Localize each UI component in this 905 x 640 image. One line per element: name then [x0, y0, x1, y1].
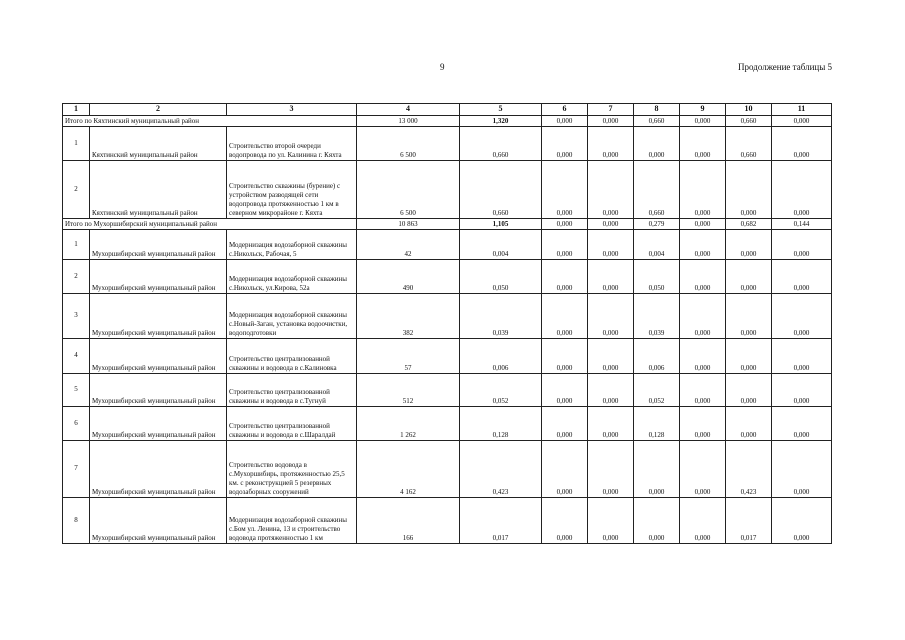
column-header-10: 10 — [726, 104, 772, 116]
item-row — [63, 407, 832, 441]
total-value: 0,144 — [772, 219, 832, 230]
work-description-cell: Модернизация водозаборной скважины с.Никольск, Рабочая, 5 — [227, 230, 357, 260]
value-cell: 0,000 — [726, 407, 772, 441]
value-cell: 0,000 — [772, 294, 832, 339]
row-number: 7 — [63, 441, 90, 498]
total-value: 0,000 — [772, 116, 832, 127]
table-continuation-caption: Продолжение таблицы 5 — [738, 62, 832, 72]
item-row — [63, 498, 832, 544]
value-cell: 0,000 — [634, 441, 680, 498]
district-cell: Мухоршибирский муниципальный район — [90, 407, 227, 441]
total-value: 0,660 — [726, 116, 772, 127]
item-row — [63, 339, 832, 374]
column-header-7: 7 — [588, 104, 634, 116]
total-value: 0,000 — [588, 116, 634, 127]
value-cell: 0,000 — [542, 407, 588, 441]
total-value: 0,682 — [726, 219, 772, 230]
value-cell: 0,660 — [726, 127, 772, 161]
total-row — [63, 116, 832, 127]
row-number: 8 — [63, 498, 90, 544]
value-cell: 0,006 — [634, 339, 680, 374]
value-cell: 0,000 — [542, 230, 588, 260]
work-description-cell: Строительство скважины (бурение) с устройством разводящей сети водопровода протяженностью 1 км в северном микрорайоне г. Кяхта — [227, 161, 357, 219]
value-cell: 0,000 — [588, 161, 634, 219]
value-cell: 0,000 — [588, 260, 634, 294]
item-row — [63, 260, 832, 294]
column-header-5: 5 — [460, 104, 542, 116]
row-number: 1 — [63, 127, 90, 161]
value-cell: 0,000 — [772, 441, 832, 498]
value-cell: 0,050 — [634, 260, 680, 294]
value-cell: 0,000 — [542, 127, 588, 161]
district-cell: Кяхтинский муниципальный район — [90, 161, 227, 219]
value-cell: 0,000 — [588, 498, 634, 544]
data-table — [62, 103, 832, 544]
value-cell: 0,000 — [726, 260, 772, 294]
value-cell: 0,000 — [772, 161, 832, 219]
value-cell: 0,000 — [588, 230, 634, 260]
value-cell: 0,000 — [726, 339, 772, 374]
district-cell: Мухоршибирский муниципальный район — [90, 230, 227, 260]
total-value: 0,000 — [542, 219, 588, 230]
work-description-cell: Строительство водовода в с.Мухоршибирь, протяженностью 25,5 км. с реконструкцией 5 резервных водозаборных сооружений — [227, 441, 357, 498]
item-row — [63, 374, 832, 407]
row-number: 2 — [63, 161, 90, 219]
value-cell: 0,052 — [634, 374, 680, 407]
value-cell: 0,000 — [634, 127, 680, 161]
total-value: 1,320 — [460, 116, 542, 127]
work-description-cell: Строительство второй очереди водопровода по ул. Калинина г. Кяхта — [227, 127, 357, 161]
value-cell: 57 — [357, 339, 460, 374]
value-cell: 382 — [357, 294, 460, 339]
value-cell: 6 500 — [357, 161, 460, 219]
value-cell: 0,000 — [772, 374, 832, 407]
value-cell: 0,000 — [680, 407, 726, 441]
total-row — [63, 219, 832, 230]
value-cell: 0,000 — [680, 374, 726, 407]
value-cell: 0,000 — [772, 339, 832, 374]
value-cell: 0,000 — [680, 260, 726, 294]
value-cell: 0,000 — [772, 127, 832, 161]
total-value: 13 000 — [357, 116, 460, 127]
value-cell: 0,000 — [542, 441, 588, 498]
value-cell: 6 500 — [357, 127, 460, 161]
total-label: Итого по Мухоршибирский муниципальный район — [63, 219, 357, 230]
item-row — [63, 127, 832, 161]
value-cell: 0,000 — [726, 294, 772, 339]
value-cell: 0,660 — [460, 161, 542, 219]
total-value: 0,000 — [680, 219, 726, 230]
value-cell: 0,000 — [680, 339, 726, 374]
value-cell: 0,000 — [772, 230, 832, 260]
work-description-cell: Строительство централизованной скважины и водовода в с.Калиновка — [227, 339, 357, 374]
column-header-11: 11 — [772, 104, 832, 116]
value-cell: 0,000 — [542, 498, 588, 544]
value-cell: 0,039 — [460, 294, 542, 339]
value-cell: 0,004 — [634, 230, 680, 260]
value-cell: 1 262 — [357, 407, 460, 441]
header-row — [63, 104, 832, 116]
value-cell: 0,006 — [460, 339, 542, 374]
value-cell: 0,000 — [634, 498, 680, 544]
district-cell: Мухоршибирский муниципальный район — [90, 374, 227, 407]
value-cell: 0,000 — [588, 127, 634, 161]
value-cell: 0,000 — [726, 161, 772, 219]
value-cell: 0,000 — [726, 374, 772, 407]
value-cell: 0,128 — [460, 407, 542, 441]
column-header-2: 2 — [90, 104, 227, 116]
row-number: 5 — [63, 374, 90, 407]
value-cell: 0,000 — [588, 374, 634, 407]
value-cell: 0,000 — [680, 441, 726, 498]
value-cell: 0,000 — [542, 339, 588, 374]
value-cell: 0,000 — [680, 230, 726, 260]
table-body — [63, 116, 832, 544]
work-description-cell: Модернизация водозаборной скважины с.Новый-Заган, установка водоочистки, водоподготовки — [227, 294, 357, 339]
value-cell: 42 — [357, 230, 460, 260]
total-value: 0,000 — [680, 116, 726, 127]
column-header-8: 8 — [634, 104, 680, 116]
value-cell: 0,000 — [542, 294, 588, 339]
row-number: 3 — [63, 294, 90, 339]
total-value: 0,000 — [542, 116, 588, 127]
value-cell: 0,660 — [460, 127, 542, 161]
value-cell: 0,000 — [772, 260, 832, 294]
value-cell: 0,000 — [588, 441, 634, 498]
value-cell: 0,050 — [460, 260, 542, 294]
value-cell: 0,000 — [542, 374, 588, 407]
row-number: 4 — [63, 339, 90, 374]
value-cell: 0,000 — [680, 161, 726, 219]
work-description-cell: Модернизация водозаборной скважины с.Никольск, ул.Кирова, 52а — [227, 260, 357, 294]
value-cell: 0,000 — [588, 339, 634, 374]
district-cell: Мухоршибирский муниципальный район — [90, 498, 227, 544]
column-header-4: 4 — [357, 104, 460, 116]
row-number: 6 — [63, 407, 90, 441]
value-cell: 4 162 — [357, 441, 460, 498]
total-value: 10 863 — [357, 219, 460, 230]
table-header — [63, 104, 832, 116]
total-value: 1,105 — [460, 219, 542, 230]
work-description-cell: Строительство централизованной скважины и водовода в с.Шаралдай — [227, 407, 357, 441]
value-cell: 0,000 — [588, 294, 634, 339]
value-cell: 0,052 — [460, 374, 542, 407]
value-cell: 0,660 — [634, 161, 680, 219]
column-header-9: 9 — [680, 104, 726, 116]
column-header-1: 1 — [63, 104, 90, 116]
value-cell: 0,017 — [726, 498, 772, 544]
work-description-cell: Строительство централизованной скважины и водовода в с.Тугнуй — [227, 374, 357, 407]
value-cell: 0,000 — [726, 230, 772, 260]
district-cell: Мухоршибирский муниципальный район — [90, 441, 227, 498]
value-cell: 0,000 — [680, 498, 726, 544]
value-cell: 0,000 — [772, 407, 832, 441]
value-cell: 0,423 — [726, 441, 772, 498]
value-cell: 0,000 — [680, 294, 726, 339]
district-cell: Мухоршибирский муниципальный район — [90, 260, 227, 294]
total-value: 0,000 — [588, 219, 634, 230]
district-cell: Мухоршибирский муниципальный район — [90, 339, 227, 374]
value-cell: 0,128 — [634, 407, 680, 441]
value-cell: 0,000 — [542, 260, 588, 294]
value-cell: 166 — [357, 498, 460, 544]
total-value: 0,660 — [634, 116, 680, 127]
work-description-cell: Модернизация водозаборной скважины с.Бом ул. Ленина, 13 и строительство водовода протяженностью 1 км — [227, 498, 357, 544]
value-cell: 0,000 — [588, 407, 634, 441]
value-cell: 0,000 — [680, 127, 726, 161]
value-cell: 512 — [357, 374, 460, 407]
item-row — [63, 230, 832, 260]
item-row — [63, 294, 832, 339]
row-number: 2 — [63, 260, 90, 294]
value-cell: 0,017 — [460, 498, 542, 544]
page-number: 9 — [440, 62, 445, 72]
total-value: 0,279 — [634, 219, 680, 230]
district-cell: Кяхтинский муниципальный район — [90, 127, 227, 161]
value-cell: 0,039 — [634, 294, 680, 339]
value-cell: 0,004 — [460, 230, 542, 260]
row-number: 1 — [63, 230, 90, 260]
value-cell: 490 — [357, 260, 460, 294]
value-cell: 0,000 — [772, 498, 832, 544]
value-cell: 0,423 — [460, 441, 542, 498]
column-header-3: 3 — [227, 104, 357, 116]
column-header-6: 6 — [542, 104, 588, 116]
value-cell: 0,000 — [542, 161, 588, 219]
item-row — [63, 161, 832, 219]
district-cell: Мухоршибирский муниципальный район — [90, 294, 227, 339]
item-row — [63, 441, 832, 498]
total-label: Итого по Кяхтинский муниципальный район — [63, 116, 357, 127]
